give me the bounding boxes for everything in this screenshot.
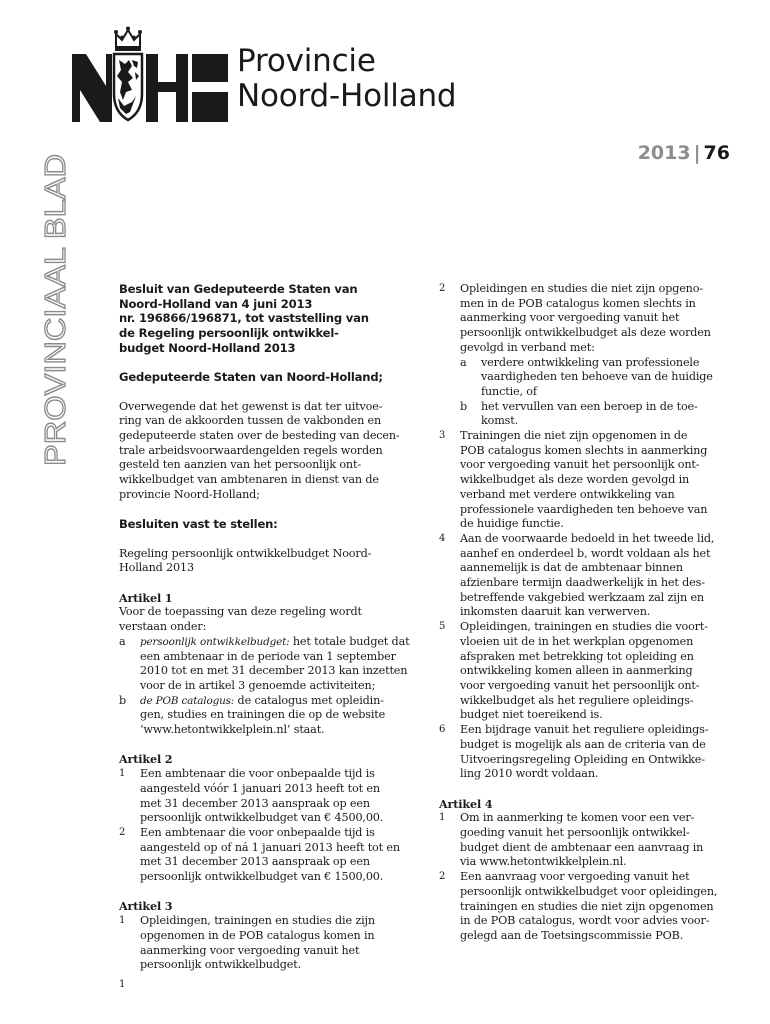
text-line: trainingen en studies die niet zijn opgenomen (460, 899, 714, 913)
article-item (439, 723, 739, 782)
text-line: Een aanvraag voor vergoeding vanuit het (460, 870, 690, 884)
text-line: de huidige functie. (460, 517, 564, 531)
organisation-name (237, 44, 456, 114)
text-line: Om in aanmerking te komen voor een ver- (460, 811, 695, 825)
text-line: functie, of (481, 384, 537, 398)
text-line: opgenomen in de POB catalogus komen in (140, 928, 375, 942)
text-line: wikkelbudget als het reguliere opleidings- (460, 693, 694, 707)
text-line: professionele vaardigheden ten behoeve van (460, 502, 708, 516)
decide-heading: Besluiten vast te stellen: (119, 517, 278, 532)
text-fragment: de catalogus met opleidin- (234, 693, 384, 707)
text-line: betreffende vakgebied werkzaam zal zijn en (460, 590, 704, 604)
text-line: POB catalogus komen slechts in aanmerking (460, 443, 708, 457)
article-4-heading: Artikel 4 (439, 796, 493, 811)
text-line: men in de POB catalogus komen slechts in (460, 296, 696, 310)
item-marker: 2 (119, 826, 126, 838)
decision-title-line: de Regeling persoonlijk ontwikkel- (119, 326, 339, 341)
decision-title-line: budget Noord-Holland 2013 (119, 340, 296, 355)
text-line: persoonlijk ontwikkelbudget van € 4500,00. (140, 811, 384, 825)
text-line: trale arbeidsvoorwaardengelden regels worden (119, 443, 383, 457)
text-line: persoonlijk ontwikkelbudget. (140, 958, 302, 972)
text-line: Voor de toepassing van deze regeling wordt (119, 605, 362, 619)
item-marker: 4 (439, 532, 446, 544)
text-line: persoonlijk ontwikkelbudget voor opleidingen, (460, 884, 718, 898)
text-line: afzienbare termijn daadwerkelijk in het des- (460, 576, 705, 590)
text-line: Holland 2013 (119, 561, 194, 575)
text-line: vaardigheden ten behoeve van de huidige (481, 370, 713, 384)
text-line: ‘www.hetontwikkelplein.nl’ staat. (140, 723, 325, 737)
text-line: ring van de akkoorden tussen de vakbonden en (119, 414, 382, 428)
text-line: ontwikkeling komen alleen in aanmerking (460, 664, 693, 678)
issue-separator: | (693, 142, 701, 164)
text-line: het vervullen van een beroep in de toe- (481, 399, 698, 413)
decision-title-line: Besluit van Gedeputeerde Staten van (119, 282, 358, 296)
defined-term: persoonlijk ontwikkelbudget: (140, 635, 290, 648)
article-2-heading: Artikel 2 (119, 752, 173, 767)
text-line: in de POB catalogus, wordt voor advies voor- (460, 914, 710, 928)
authority-heading: Gedeputeerde Staten van Noord-Holland; (119, 370, 383, 385)
organisation-name-line-2: Noord-Holland (237, 78, 457, 114)
item-marker: a (119, 634, 126, 648)
issue-count: 76 (703, 142, 730, 164)
considering-paragraph (119, 400, 419, 503)
text-line: goeding vanuit het persoonlijk ontwikkel- (460, 826, 690, 839)
noord-holland-logo-icon (72, 26, 230, 126)
article-item (119, 914, 419, 973)
text-line: aangesteld vóór 1 januari 2013 heeft tot en (140, 781, 380, 795)
item-marker: 5 (439, 621, 446, 633)
text-fragment: het totale budget dat (289, 634, 410, 648)
item-marker: 6 (439, 724, 446, 736)
text-line: Uitvoeringsregeling Opleiding en Ontwikke- (460, 752, 705, 766)
item-marker: 1 (439, 812, 446, 824)
article-item (439, 532, 739, 620)
organisation-name-line-1: Provincie (237, 43, 376, 79)
defined-term: de POB catalogus: (140, 694, 235, 707)
text-line: Regeling persoonlijk ontwikkelbudget Noord- (119, 546, 372, 560)
text-line: gelegd aan de Toetsingscommissie POB. (460, 928, 684, 942)
decision-title (119, 282, 419, 356)
right-column (439, 282, 739, 944)
text-line: aangesteld op of ná 1 januari 2013 heeft tot en (140, 840, 400, 854)
text-line: een ambtenaar in de periode van 1 september (140, 649, 396, 663)
definition-item (119, 694, 419, 738)
decision-title-line: nr. 196866/196871, tot vaststelling van (119, 311, 369, 326)
article-item (439, 282, 739, 429)
sub-item (460, 400, 739, 429)
text-line: verband met verdere ontwikkeling van (460, 487, 675, 501)
text-line: aanhef en onderdeel b, wordt voldaan als het (460, 546, 711, 560)
text-line: Een bijdrage vanuit het reguliere opleidings- (460, 723, 709, 737)
text-line: Aan de voorwaarde bedoeld in het tweede lid, (460, 531, 715, 545)
text-line: gen, studies en trainingen die op de website (140, 708, 386, 722)
decision-title-line: Noord-Holland van 4 juni 2013 (119, 296, 313, 311)
text-line: afspraken met betrekking tot opleiding en (460, 649, 694, 663)
text-line: voor vergoeding vanuit het persoonlijk ont- (460, 678, 700, 692)
text-line: budget niet toereikend is. (460, 708, 603, 722)
text-line: Overwegende dat het gewenst is dat ter uitvoe- (119, 399, 383, 413)
article-item (439, 429, 739, 532)
article-item (439, 620, 739, 723)
text-line: voor vergoeding vanuit het persoonlijk ont- (460, 458, 700, 472)
text-line: wikkelbudget als deze worden gevolgd in (460, 473, 690, 487)
article-item (439, 811, 739, 870)
text-line: gevolgd in verband met: (460, 340, 595, 354)
vertical-publication-title (32, 152, 72, 468)
definition-item (119, 635, 419, 694)
text-line: ling 2010 wordt voldaan. (460, 767, 599, 781)
text-line: met 31 december 2013 aanspraak op een (140, 855, 370, 869)
regulation-name (119, 547, 419, 576)
text-line: aanmerking voor vergoeding vanuit het (140, 943, 360, 957)
text-line: Opleidingen en studies die niet zijn opgeno- (460, 282, 703, 295)
text-line: persoonlijk ontwikkelbudget van € 1500,00. (140, 870, 384, 884)
text-line: verdere ontwikkeling van professionele (481, 355, 700, 369)
text-line: met 31 december 2013 aanspraak op een (140, 796, 370, 810)
item-marker: 3 (439, 430, 446, 442)
sub-item-marker: a (460, 355, 467, 369)
text-line: Opleidingen, trainingen en studies die voort- (460, 620, 708, 634)
text-line: persoonlijk ontwikkelbudget als deze worden (460, 326, 711, 340)
text-line: 2010 tot en met 31 december 2013 kan inzetten (140, 664, 408, 678)
page-number: 1 (119, 979, 126, 990)
text-line: gesteld ten aanzien van het persoonlijk ont- (119, 458, 361, 472)
text-line: gedeputeerde staten over de besteding van decen- (119, 429, 400, 442)
text-line: Opleidingen, trainingen en studies die zijn (140, 914, 375, 928)
article-1-heading: Artikel 1 (119, 590, 173, 605)
article-item (439, 870, 739, 944)
text-line: voor de in artikel 3 genoemde activiteiten; (140, 678, 376, 692)
sub-item (460, 356, 739, 400)
text-line: Een ambtenaar die voor onbepaalde tijd is (140, 825, 375, 839)
text-line: aanmerking voor vergoeding vanuit het (460, 311, 680, 325)
text-line: vloeien uit de in het werkplan opgenomen (460, 634, 694, 648)
left-column (119, 282, 419, 973)
article-item (119, 767, 419, 826)
item-marker: b (119, 693, 127, 707)
text-line: verstaan onder: (119, 620, 207, 634)
text-line: komst. (481, 414, 519, 428)
text-line: aannemelijk is dat de ambtenaar binnen (460, 561, 683, 575)
article-3-heading: Artikel 3 (119, 899, 173, 914)
item-marker: 1 (119, 915, 126, 927)
item-marker: 1 (119, 768, 126, 780)
issue-number (638, 142, 730, 164)
text-line: Een ambtenaar die voor onbepaalde tijd is (140, 767, 375, 781)
item-marker: 2 (439, 283, 446, 294)
text-line: provincie Noord-Holland; (119, 487, 260, 501)
sub-item-marker: b (460, 399, 468, 413)
text-line: wikkelbudget van ambtenaren in dienst van de (119, 473, 379, 487)
text-line: budget dient de ambtenaar een aanvraag in (460, 840, 704, 854)
issue-year: 2013 (637, 142, 691, 164)
text-line: via www.hetontwikkelplein.nl. (460, 855, 627, 869)
text-line: Trainingen die niet zijn opgenomen in de (460, 429, 688, 443)
vertical-title-text: PROVINCIAAL BLAD (40, 188, 72, 466)
text-line: inkomsten daaruit kan verwerven. (460, 605, 651, 619)
text-line: budget is mogelijk als aan de criteria van de (460, 737, 706, 751)
item-marker: 2 (439, 871, 446, 883)
article-item (119, 826, 419, 885)
